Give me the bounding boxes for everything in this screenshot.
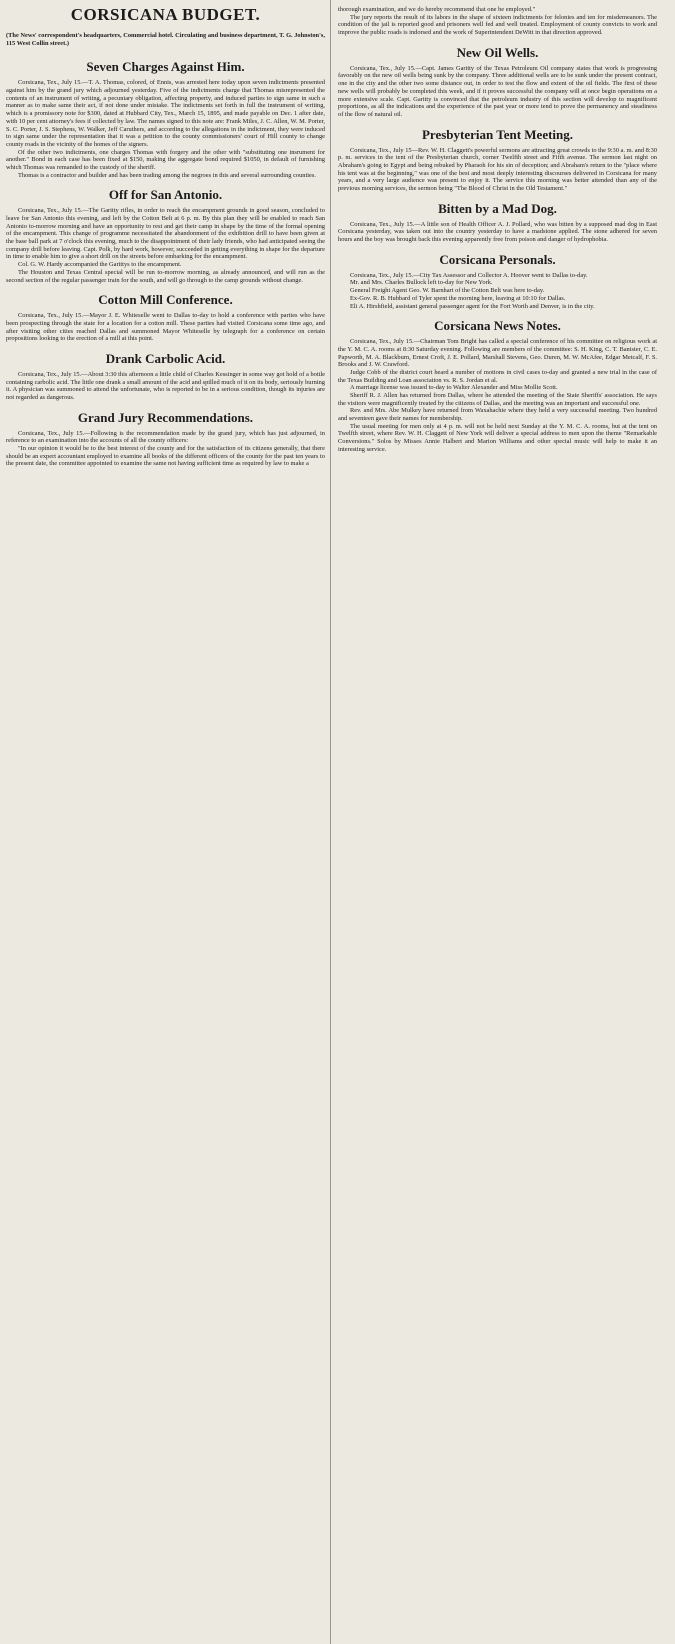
article-paragraph: Col. G. W. Hardy accompanied the Garittys to the encampment. (18, 261, 182, 269)
left-column (0, 0, 329, 1644)
article-paragraph: Corsicana, Tex., July 15—Rev. W. H. Claggett's powerful sermons are attracting great crowds to the 9:30 a. m. and 8:30 p. m. services in the tent of the Presbyterian church, corner Twelfth street and Fifth avenue. The sermon last night on Abraham's going to Egypt and being rebuked by Pharaoh for his sin of deception; and Abraham's return to the "place where his tent was at the beginning," was one of the best and most deeply interesting discourses delivered in Corsicana for many years, and a very large audience was present to enjoy it. The service this morning was better attended than any of the previous morning services, the sermon being "The Blood of Christ in the Old Testament." (338, 146, 657, 192)
article (6, 292, 325, 343)
article-paragraph: Corsicana, Tex., July 15.—Capt. James Garitty of the Texas Petroleum Oil company states that work is progressing favorably on the new oil wells being sunk by the company. Three additional wells are to be sunk under the present contract, one in the city and the other two some distance out, in order to test the flow and extent of the oil fields. The first of these new wells will probably be completed this week, and if it proves successful the company will at once begin operations on a more extensive scale. Capt. Garitty is convinced that the petroleum industry of this section will develop to magnificent proportions, as all the indications and the experience of the past year or more tend to prove the permanency and steadiness of the flow of natural oil. (338, 64, 657, 118)
article-paragraph: Eli A. Hirshfield, assistant general passenger agent for the Fort Worth and Denver, is in the city. (350, 302, 595, 310)
article-paragraph: Judge Cobb of the district court heard a number of motions in civil cases to-day and granted a new trial in the case of the Texas Building and Loan association vs. R. S. Jordan et al. (338, 368, 657, 384)
article (338, 201, 657, 244)
article-paragraph: Mr. and Mrs. Charles Bullock left to-day for New York. (350, 279, 493, 287)
article-paragraph: Corsicana, Tex., July 15.—A little son of Health Officer A. J. Pollard, who was bitten by a supposed mad dog in East Corsicana yesterday, was taken out into the country yesterday to have a madstone applied. The stone adhered for seven hours and the boy was brought back this evening apparently free from poison and danger of hydrophobia. (338, 220, 657, 244)
article-headline: Presbyterian Tent Meeting. (421, 126, 574, 142)
article-headline: Corsicana Personals. (439, 251, 556, 267)
article-headline: Drank Carbolic Acid. (105, 350, 226, 366)
article-headline: Cotton Mill Conference. (98, 292, 233, 308)
article (338, 252, 657, 310)
article (6, 410, 325, 468)
article-paragraph: Thomas is a contractor and builder and has been trading among the negroes in this and several surrounding counties. (18, 171, 316, 179)
article-paragraph: The usual meeting for men only at 4 p. m. will not be held next Sunday at the Y. M. C. A. rooms, but at the tent on Twelfth street, where Rev. W. H. Claggett of New York will deliver a special address to men upon the theme "Remarkable Conversions." Solos by Misses Annie Halbert and Marion Williams and other special music will help to make it an interesting service. (338, 422, 657, 453)
continued-text-2: The jury reports the result of its labors in the shape of sixteen indictments for felonies and ten for misdemeanors. The condition of the jail is reported good and prisoners well fed and well treated. Employment of county convicts to work and improve the public roads is indorsed and the work of Superintendent DeWitt in that direction approved. (338, 13, 657, 37)
right-articles (338, 45, 657, 454)
article-paragraph: Ex-Gov. R. B. Hubbard of Tyler spent the morning here, leaving at 10:10 for Dallas. (350, 294, 566, 302)
article (338, 45, 657, 119)
article-paragraph: Rev. and Mrs. Abe Mulkey have returned from Waxahachie where they held a very successful meeting. Two hundred and seventeen gave their names for membership. (338, 407, 657, 423)
article-headline: Bitten by a Mad Dog. (438, 200, 557, 216)
article-paragraph: "In our opinion it would be to the best interest of the county and for the satisfaction of its citizens generally, that there should be an expert accountant employed to examine all books of the different officers of the county for the past ten years to the present date, the committee appointed to examine the same not having sufficient time as required by law to make a (6, 445, 325, 468)
article-paragraph: Of the other two indictments, one charges Thomas with forgery and the other with "substituting one insrument for another." Bond in each case has been fixed at $150, making the aggregate bond required $1050, in default of furnishing which Thomas was remanded to the custody of the sheriff. (6, 148, 325, 171)
article-headline: New Oil Wells. (456, 44, 539, 60)
article-paragraph: General Freight Agent Geo. W. Barnhart of the Cotton Belt was here to-day. (350, 287, 545, 295)
left-articles (6, 59, 325, 468)
article-paragraph: A marriage license was issued to-day to Walter Alexander and Miss Mollie Scott. (350, 384, 558, 392)
article-paragraph: Sheriff R. J. Allen has returned from Dallas, where he attended the meeting of the State Sheriffs' association. He says the visitors were magnificently treated by the citizens of Dallas, and the meeting was an important and successful one. (338, 392, 657, 407)
article-paragraph: Corsicana, Tex., July 15.—Chairman Tom Bright has called a special conference of his committee on religious work at the Y. M. C. A. rooms at 8:30 Saturday evening. Following are members of the committee: S. H. King, C. T. Banister, C. E. Papworth, M. A. Blackburn, Ernest Croft, J. E. Pollard, Marshall Stevens, Geo. Duren, M. W. McAfee, Edgar Metcalf, F. S. Brooks and J. W. Crawford. (338, 338, 657, 369)
article (338, 318, 657, 453)
article-headline: Grand Jury Recommendations. (77, 409, 254, 425)
column-divider (330, 0, 331, 1644)
article (6, 187, 325, 284)
article-paragraph: The Houston and Texas Central special will be run to-morrow morning, as already announced, and will run as the second section of the regular passenger train for the south, and will go through to the camp grounds without change. (6, 268, 325, 284)
intro-note: (The News' correspondent's headquarters, Commercial hotel. Circulating and business department, T. G. Johnston's, 115 West Collin street.) (6, 32, 325, 47)
article (6, 59, 325, 179)
article (6, 351, 325, 402)
article-paragraph: Corsicana, Tex., July 15.—The Garitty rifles, in order to reach the encampment grounds in good season, concluded to leave for San Antonio this evening, and left by the Cotton Belt at 6 p. m. By this plan they will be enabled to reach San Antonio to-morrow morning and have an opportunity to rest and get their camp in shape by the time of the formal opening of the encampment. This change of programme necessitated the abandonment of the exhibition drill to have been given at the base ball park at 7 o'clock this evening, much to the disappointment of their lady friends, who had anticipated seeing the company drill before leaving. Capt. Polk, by hard work, however, succeeded in getting everything in shape for the departure in time to enable him to give a short drill on the streets before embarking for the encampment. (6, 207, 325, 261)
article-headline: Seven Charges Against Him. (86, 59, 245, 75)
article-headline: Off for San Antonio. (108, 187, 223, 203)
article (338, 127, 657, 193)
article-paragraph: Corsicana, Tex., July 15.—About 3:30 this afternoon a little child of Charles Kessinger in some way got hold of a bottle containing carbolic acid. The little one drank a small amount of the acid and spilled much of it on its body, seriously burning it. A physician was summoned to attend the unfortunate, who is reported to be in a serious condition, though its injuries are not regarded as dangerous. (6, 370, 325, 401)
article-headline: Corsicana News Notes. (434, 318, 561, 334)
masthead: CORSICANA BUDGET. (70, 5, 261, 24)
article-paragraph: Corsicana, Tex., July 15.—T. A. Thomas, colored, of Ennis, was arrested here today upon seven indictments presented against him by the grand jury which adjourned yesterday. Five of the indictments charge that Thomas misrepresented the contents of an instrument of writing, a pecuniary obligation, affecting property, and induced parties to sign same in such a manner as to make same their act, if not done under mistake. The indictments set forth in full the instrument of writing, which is a promissory note for $300, dated at Hubbard City, Tex., March 15, 1895, and made payable on Dec. 1 after date, with 10 per cent attorney's fees if collected by law. The names signed to this note are: Frank Miles, J. C. Allen, W. M. Porter, S. C. Porter, J. S. Stephens, W. Walker, Jeff Caruthers, and according to the allegations in the indictment, they were induced to sign same under the representation that it was a petition to the county commissioners' court of Hill county to change county roads in the vicinity of the homes of the signers. (6, 79, 325, 148)
continued-text: thorough examination, and we do hereby recommend that one be employed." (338, 6, 536, 13)
right-column (332, 0, 661, 1644)
article-paragraph: Corsicana, Tex., July 15.—City Tax Assessor and Collector A. Hoover went to Dallas to-day. (350, 271, 588, 279)
article-paragraph: Corsicana, Tex., July 15.—Mayor J. E. Whiteselle went to Dallas to-day to hold a conference with parties who have been prospecting through the state for a location for a cotton mill. These parties had visited Corsicana some time ago, and after visiting other cities reached Dallas and summoned Mayor Whiteselle by telegraph for a conference on certain propositions looking to the erection of a mill at this point. (6, 312, 325, 343)
article-paragraph: Corsicana, Tex., July 15.—Following is the recommendation made by the grand jury, which has just adjourned, in reference to an examination into the accounts of all the county officers: (6, 429, 325, 445)
